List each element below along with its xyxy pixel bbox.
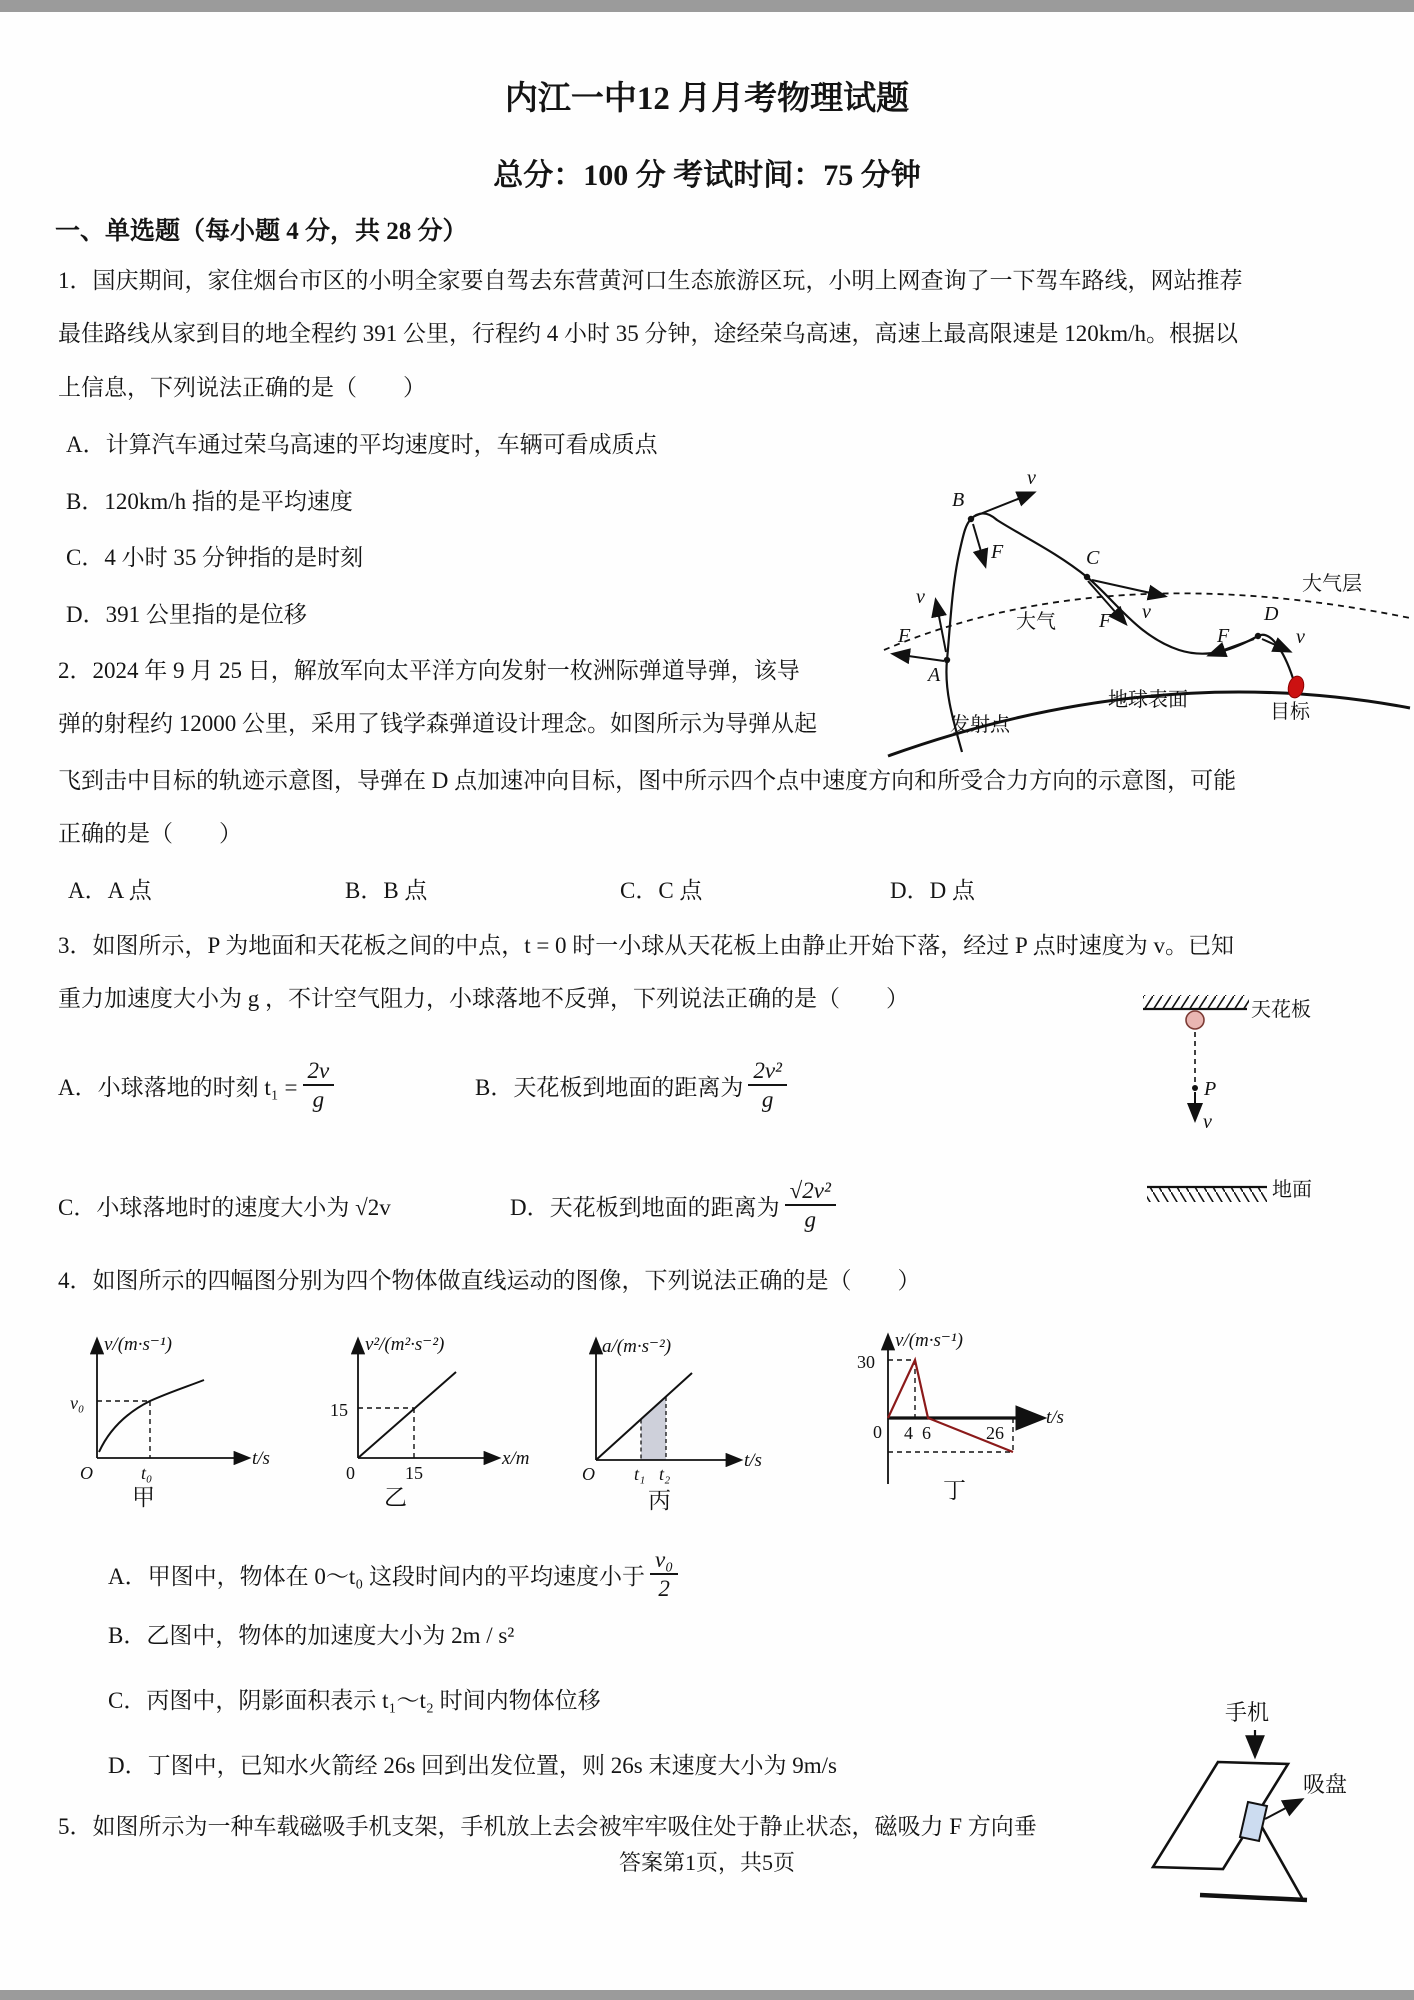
- scan-top-edge: [0, 0, 1414, 12]
- origin-label: O: [80, 1463, 93, 1483]
- y-axis-label: v²/(m²·s⁻²): [365, 1334, 445, 1355]
- origin-label: 0: [873, 1422, 882, 1442]
- q3-option-a-fraction: $\frac{2v}{g}$: [303, 1058, 335, 1113]
- x-axis-label: t/s: [1046, 1407, 1064, 1428]
- q1-line3: 上信息，下列说法正确的是（ ）: [58, 375, 426, 400]
- q2-option-a: A．A 点: [68, 878, 152, 903]
- q2-line1: 2．2024 年 9 月 25 日，解放军向太平洋方向发射一枚洲际弹道导弹，该导: [58, 658, 800, 683]
- q1-option-b: B．120km/h 指的是平均速度: [66, 489, 353, 514]
- q2-option-d: D．D 点: [890, 878, 975, 903]
- velocity-curve: [99, 1380, 204, 1452]
- q4-graph-jia-v-t: [52, 1328, 270, 1510]
- force-label-c: F: [1099, 610, 1112, 632]
- point-c-dot: [1084, 574, 1090, 580]
- q1-line1: 1．国庆期间，家住烟台市区的小明全家要自驾去东营黄河口生态旅游区玩，小明上网查询了一下驾车路线，网站推荐: [58, 268, 1243, 293]
- q2-line2: 弹的射程约 12000 公里，采用了钱学森弹道设计理念。如图所示为导弹从起: [58, 711, 817, 736]
- velocity-arrow-b: [975, 493, 1033, 516]
- velocity-label-b: v: [1027, 467, 1036, 489]
- q3-option-b-text: B．天花板到地面的距离为: [475, 1074, 744, 1100]
- graph-name: 丁: [943, 1478, 966, 1503]
- v2-line: [358, 1372, 456, 1458]
- q3-option-a: [58, 1050, 339, 1120]
- suction-label: 吸盘: [1303, 1772, 1348, 1797]
- point-d-dot: [1255, 633, 1261, 639]
- force-label-d: F: [1217, 625, 1230, 647]
- velocity-arrow-d: [1262, 639, 1289, 651]
- t6-tick: 6: [922, 1423, 931, 1443]
- ceiling-label: 天花板: [1251, 999, 1311, 1021]
- force-arrow-a: [894, 654, 944, 661]
- t2-tick: t₂: [659, 1464, 671, 1484]
- v30-tick: 30: [857, 1352, 875, 1372]
- q2-option-b: B．B 点: [345, 878, 428, 903]
- t0-tick: t₀: [141, 1463, 153, 1483]
- q1-option-d: D．391 公里指的是位移: [66, 602, 307, 627]
- point-p-dot: [1192, 1085, 1198, 1091]
- q4-option-a-text: A．甲图中，物体在 0～t₀ 这段时间内的平均速度小于: [108, 1563, 646, 1589]
- q2-line4: 正确的是（ ）: [58, 821, 242, 846]
- t26-tick: 26: [986, 1423, 1004, 1443]
- page-subtitle: 总分：100 分 考试时间：75 分钟: [493, 159, 921, 192]
- x-axis-label: x/m: [502, 1448, 530, 1469]
- q4-graph-ding-v-t: [843, 1326, 1073, 1506]
- ceiling-hatch: [1143, 995, 1249, 1008]
- q2-option-c: C．C 点: [620, 878, 703, 903]
- q3-option-d-text: D．天花板到地面的距离为: [510, 1194, 780, 1220]
- scan-bottom-edge: [0, 1990, 1414, 2000]
- origin-label: O: [582, 1464, 595, 1484]
- q1-line2: 最佳路线从家到目的地全程约 391 公里，行程约 4 小时 35 分钟，途经荣乌高速，高速上最高限速是 120km/h。根据以: [58, 321, 1239, 346]
- q2-line3: 飞到击中目标的轨迹示意图，导弹在 D 点加速冲向目标，图中所示四个点中速度方向和所受合力方向的示意图，可能: [58, 768, 1237, 793]
- point-b-dot: [968, 516, 974, 522]
- graph-name: 甲: [132, 1485, 155, 1510]
- x-axis-label: t/s: [252, 1448, 270, 1469]
- velocity-label-a: v: [916, 586, 925, 608]
- q4-option-b: B．乙图中，物体的加速度大小为 2m / s²: [108, 1623, 515, 1648]
- force-label-a: F: [898, 625, 911, 647]
- page-footer: 答案第1页，共5页: [618, 1850, 795, 1875]
- q2-missile-trajectory-figure: [880, 438, 1414, 763]
- target-dot: [1286, 675, 1306, 700]
- q3-falling-ball-figure: [1135, 982, 1345, 1217]
- velocity-arrow-a: [936, 601, 946, 652]
- graph-name: 乙: [384, 1485, 407, 1510]
- point-a-dot: [944, 657, 950, 663]
- q4-option-d: D．丁图中，已知水火箭经 26s 回到出发位置，则 26s 末速度大小为 9m/s: [108, 1753, 837, 1778]
- t1-tick: t₁: [634, 1464, 646, 1484]
- q4-option-a-fraction: $\frac{\text{v₀}}{2}$: [650, 1547, 678, 1602]
- point-c-label: C: [1086, 547, 1100, 569]
- target-label: 目标: [1270, 701, 1310, 723]
- point-d-label: D: [1264, 603, 1279, 625]
- q3-option-c-text: C．小球落地时的速度大小为 √2v: [58, 1194, 391, 1220]
- q5-phone-holder-figure: [1145, 1652, 1410, 1972]
- q1-option-c: C．4 小时 35 分钟指的是时刻: [66, 545, 364, 570]
- q4-graph-bing-a-t: [582, 1328, 777, 1513]
- q4-stem: 4．如图所示的四幅图分别为四个物体做直线运动的图像，下列说法正确的是（ ）: [58, 1268, 921, 1293]
- phone-label: 手机: [1225, 1700, 1270, 1725]
- point-a-label: A: [928, 664, 941, 686]
- q4-option-a: [108, 1542, 683, 1606]
- holder-base-line: [1200, 1895, 1307, 1900]
- q3-option-b-fraction: $\frac{\text{2v²}}{g}$: [748, 1058, 787, 1113]
- q4-option-c: C．丙图中，阴影面积表示 t₁～t₂ 时间内物体位移: [108, 1688, 601, 1713]
- page-title: 内江一中12 月月考物理试题: [504, 81, 910, 117]
- y-axis-label: a/(m·s⁻²): [602, 1336, 672, 1357]
- force-arrow-b: [973, 524, 985, 565]
- atmosphere-layer-label: 大气层: [1302, 573, 1362, 595]
- q3-option-c: [58, 1170, 391, 1240]
- q3-option-b: [475, 1050, 792, 1120]
- point-p-label: P: [1204, 1078, 1217, 1100]
- q3-line1: 3．如图所示，P 为地面和天花板之间的中点，t = 0 时一小球从天花板上由静止开始下落，经过 P 点时速度为 v。已知: [58, 933, 1234, 958]
- launch-point-label: 发射点: [950, 714, 1010, 736]
- q3-option-a-text: A．小球落地的时刻 t₁ =: [58, 1074, 298, 1100]
- atmosphere-label: 大气: [1016, 611, 1056, 633]
- origin-label: 0: [346, 1463, 355, 1483]
- q4-graph-yi-v2-x: [328, 1328, 528, 1508]
- ball: [1186, 1011, 1204, 1029]
- velocity-arrow-c: [1092, 580, 1164, 596]
- ground-hatch: [1147, 1188, 1267, 1202]
- shaded-area: [641, 1397, 666, 1460]
- velocity-label-d: v: [1296, 626, 1305, 648]
- q3-line2: 重力加速度大小为 g ，不计空气阻力，小球落地不反弹，下列说法正确的是（ ）: [58, 986, 909, 1011]
- x-axis-label: t/s: [744, 1450, 762, 1471]
- q3-option-d: [510, 1170, 841, 1240]
- velocity-label-c: v: [1142, 601, 1151, 623]
- q1-option-a: A．计算汽车通过荣乌高速的平均速度时，车辆可看成质点: [66, 432, 658, 457]
- suction-pointer-arrow: [1265, 1800, 1301, 1819]
- earth-surface-label: 地球表面: [1108, 689, 1188, 711]
- y-axis-label: v/(m·s⁻¹): [104, 1334, 172, 1355]
- q5-line1: 5．如图所示为一种车载磁吸手机支架，手机放上去会被牢牢吸住处于静止状态，磁吸力 F 方向垂: [58, 1814, 1037, 1839]
- t4-tick: 4: [904, 1423, 913, 1443]
- ground-label: 地面: [1272, 1179, 1312, 1201]
- point-b-label: B: [952, 489, 965, 511]
- q3-option-d-fraction: $\frac{\text{√2v²}}{g}$: [785, 1178, 836, 1233]
- velocity-label-p: v: [1203, 1111, 1212, 1133]
- force-label-b: F: [991, 541, 1004, 563]
- v0-tick: v₀: [70, 1393, 85, 1413]
- y-axis-label: v/(m·s⁻¹): [895, 1330, 963, 1351]
- x15-tick: 15: [405, 1463, 423, 1483]
- y15-tick: 15: [330, 1400, 348, 1420]
- section-heading: 一、单选题（每小题 4 分，共 28 分）: [55, 218, 468, 245]
- graph-name: 丙: [648, 1488, 671, 1513]
